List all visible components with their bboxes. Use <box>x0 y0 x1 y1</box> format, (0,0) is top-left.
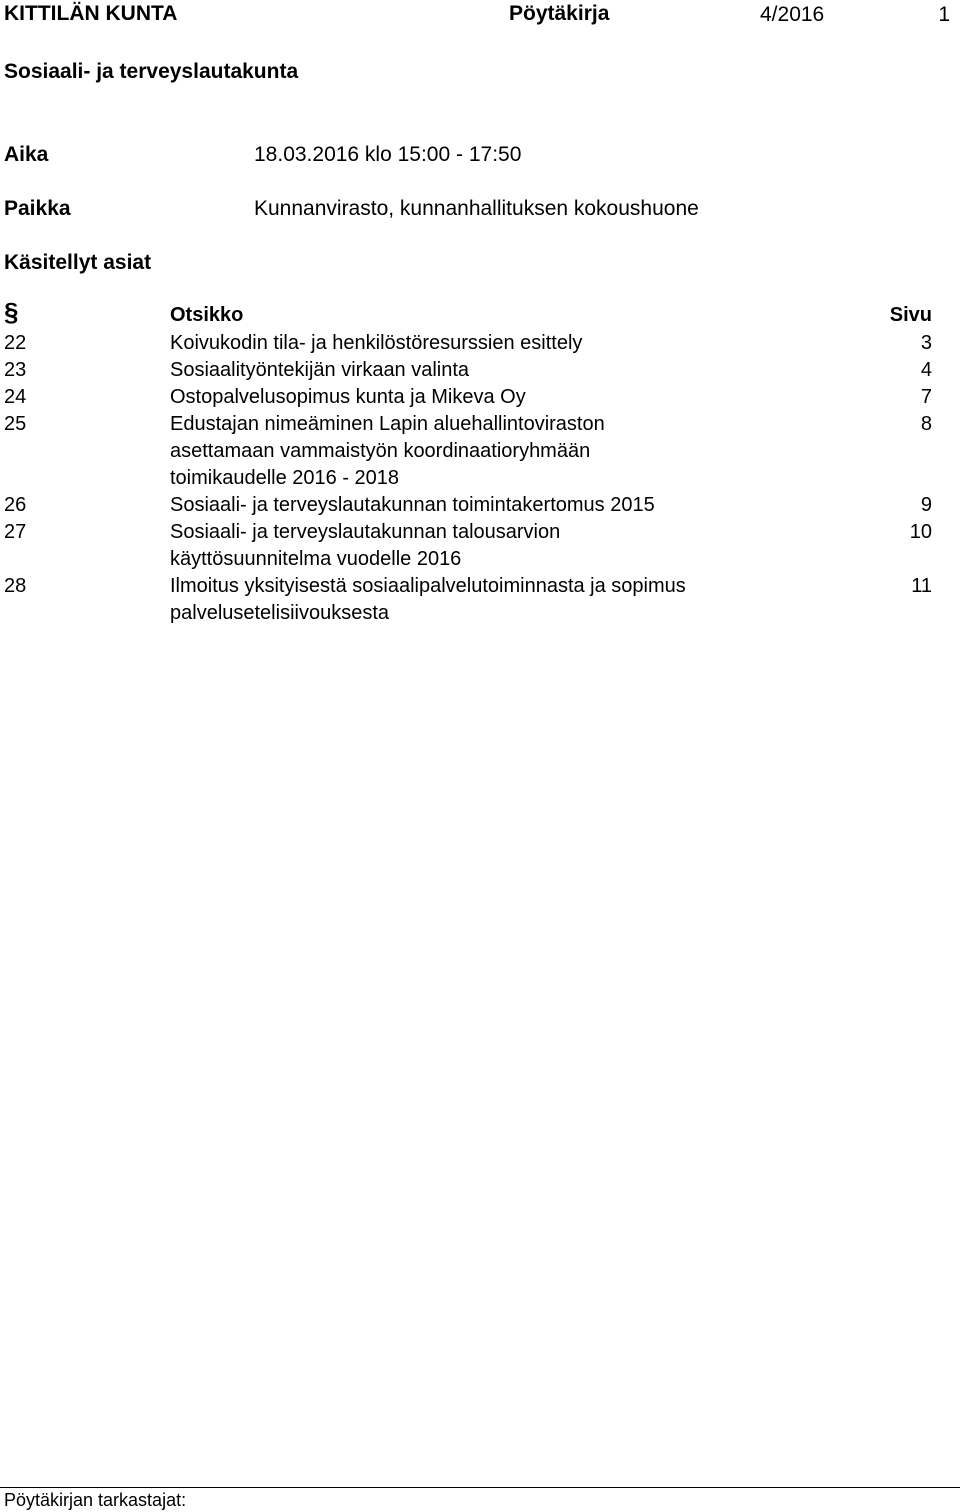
organization-name: KITTILÄN KUNTA <box>4 2 178 25</box>
agenda-item-page: 11 <box>911 575 932 597</box>
reviewers-label: Pöytäkirjan tarkastajat: <box>4 1490 187 1510</box>
agenda-item-title: Ostopalvelusopimus kunta ja Mikeva Oy <box>170 386 526 408</box>
agenda-table-header <box>4 297 932 330</box>
document-type: Pöytäkirja <box>509 2 610 25</box>
place-value: Kunnanvirasto, kunnanhallituksen kokoushuone <box>254 197 699 220</box>
footer-divider <box>0 1487 960 1488</box>
agenda-item-number: 28 <box>4 575 27 597</box>
agenda-row <box>4 492 932 519</box>
section-symbol: § <box>4 297 19 327</box>
agenda-heading: Käsitellyt asiat <box>4 251 152 274</box>
agenda-item-number: 26 <box>4 494 27 516</box>
agenda-item-number: 22 <box>4 332 27 354</box>
agenda-row <box>4 357 932 384</box>
agenda-item-page: 8 <box>920 413 932 435</box>
page-number: 1 <box>938 3 950 26</box>
time-value: 18.03.2016 klo 15:00 - 17:50 <box>254 143 522 166</box>
agenda-row <box>4 411 932 492</box>
agenda-item-page: 10 <box>909 521 932 543</box>
agenda-item-title: Koivukodin tila- ja henkilöstöresurssien esittely <box>170 332 583 354</box>
agenda-item-title: Ilmoitus yksityisestä sosiaalipalvelutoiminnasta ja sopimus palvelusetelisiivouksesta <box>170 575 686 624</box>
place-label: Paikka <box>4 197 71 220</box>
agenda-row <box>4 519 932 573</box>
agenda-item-title: Sosiaalityöntekijän virkaan valinta <box>170 359 470 381</box>
agenda-row <box>4 330 932 357</box>
committee-name: Sosiaali- ja terveyslautakunta <box>4 60 299 83</box>
agenda-item-page: 3 <box>920 332 932 354</box>
agenda-table <box>4 297 932 627</box>
agenda-item-title: Sosiaali- ja terveyslautakunnan toimintakertomus 2015 <box>170 494 655 516</box>
agenda-item-page: 7 <box>920 386 932 408</box>
agenda-row <box>4 384 932 411</box>
agenda-item-number: 25 <box>4 413 27 435</box>
agenda-item-page: 9 <box>920 494 932 516</box>
agenda-item-title: Sosiaali- ja terveyslautakunnan talousarvion käyttösuunnitelma vuodelle 2016 <box>170 521 561 570</box>
column-page-header: Sivu <box>889 304 932 326</box>
agenda-item-number: 23 <box>4 359 27 381</box>
time-label: Aika <box>4 143 49 166</box>
agenda-item-number: 27 <box>4 521 27 543</box>
document-number: 4/2016 <box>760 3 825 26</box>
agenda-item-page: 4 <box>920 359 932 381</box>
agenda-row <box>4 573 932 627</box>
column-title-header: Otsikko <box>170 304 244 326</box>
agenda-item-number: 24 <box>4 386 27 408</box>
agenda-item-title: Edustajan nimeäminen Lapin aluehallintoviraston asettamaan vammaistyön koordinaatioryhmään toimikaudelle 2016 - 2018 <box>170 413 605 489</box>
